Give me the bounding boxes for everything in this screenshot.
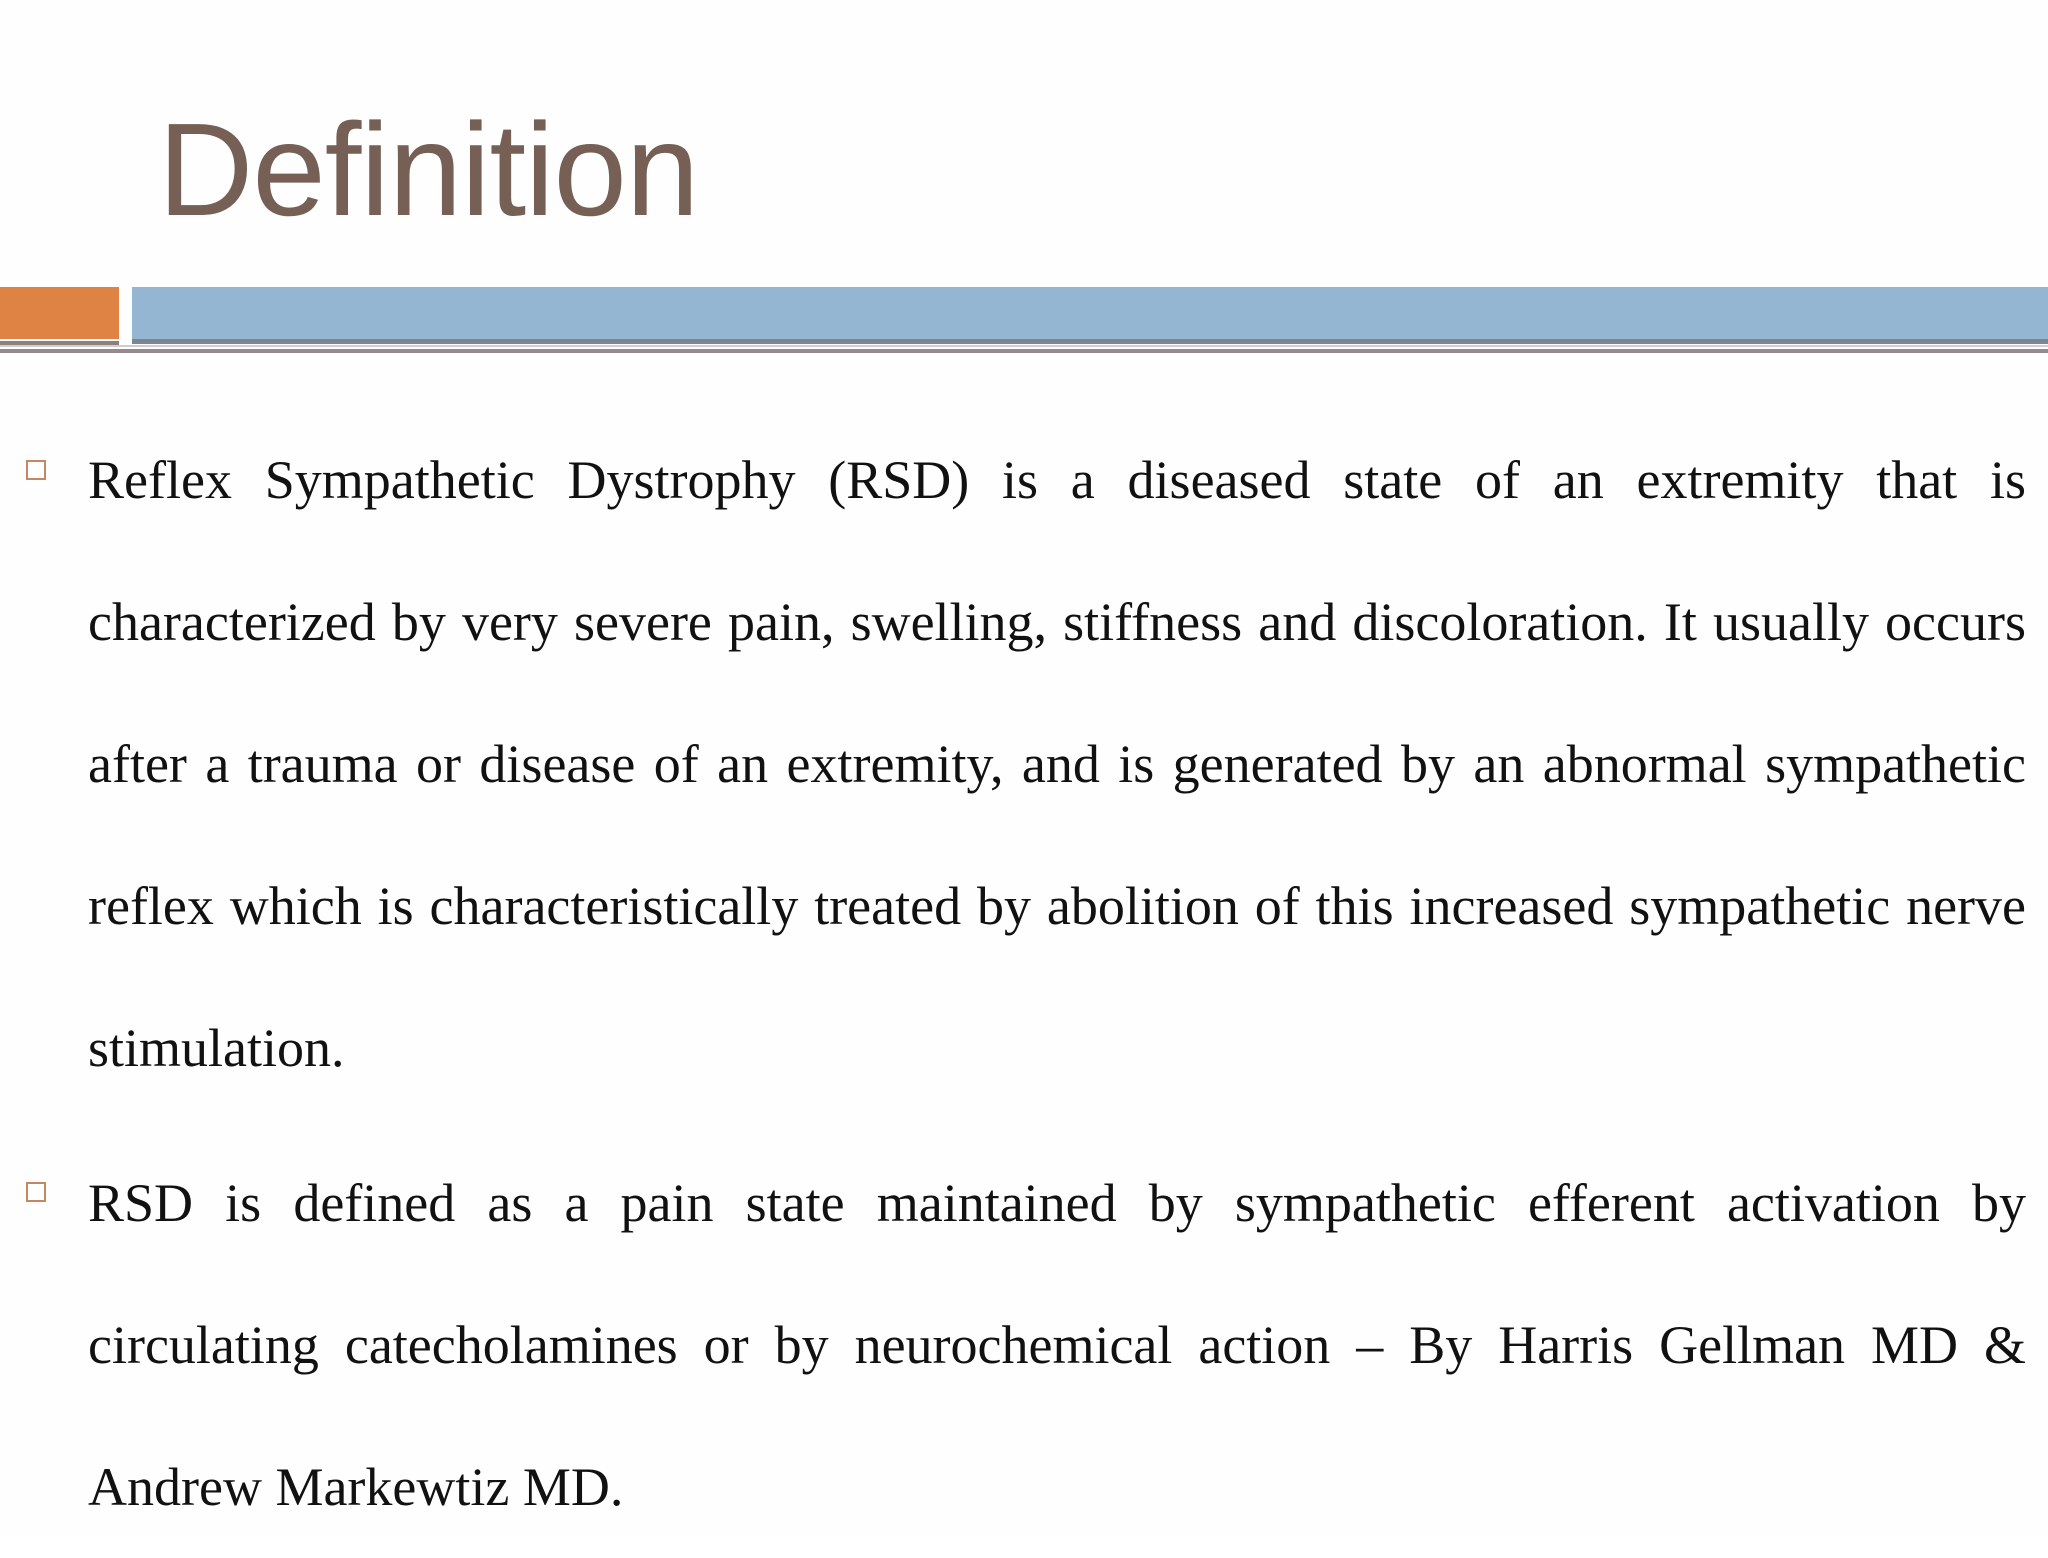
accent-block-orange: [0, 287, 119, 339]
header-rule-light: [0, 345, 2048, 347]
hollow-square-bullet-icon: [26, 1182, 46, 1202]
slide-title: Definition: [158, 96, 699, 243]
header-rule-lower: [0, 349, 2048, 353]
bullet-text-2: RSD is defined as a pain state maintained by sympathetic efferent activation by circulating catecholamines or by neurochemical action – By Harris Gellman MD & Andrew Markewtiz MD.: [88, 1173, 2026, 1517]
bullet-text-1: Reflex Sympathetic Dystrophy (RSD) is a diseased state of an extremity that is characterized by very severe pain, swelling, stiffness and discoloration. It usually occurs after a trauma or disease of an extremity, and is generated by an abnormal sympathetic reflex which is characteristically treated by abolition of this increased sympathetic nerve stimulation.: [88, 450, 2026, 1078]
hollow-square-bullet-icon: [26, 460, 46, 480]
accent-bar-blue: [132, 287, 2048, 339]
header-rule-upper: [132, 339, 2048, 344]
